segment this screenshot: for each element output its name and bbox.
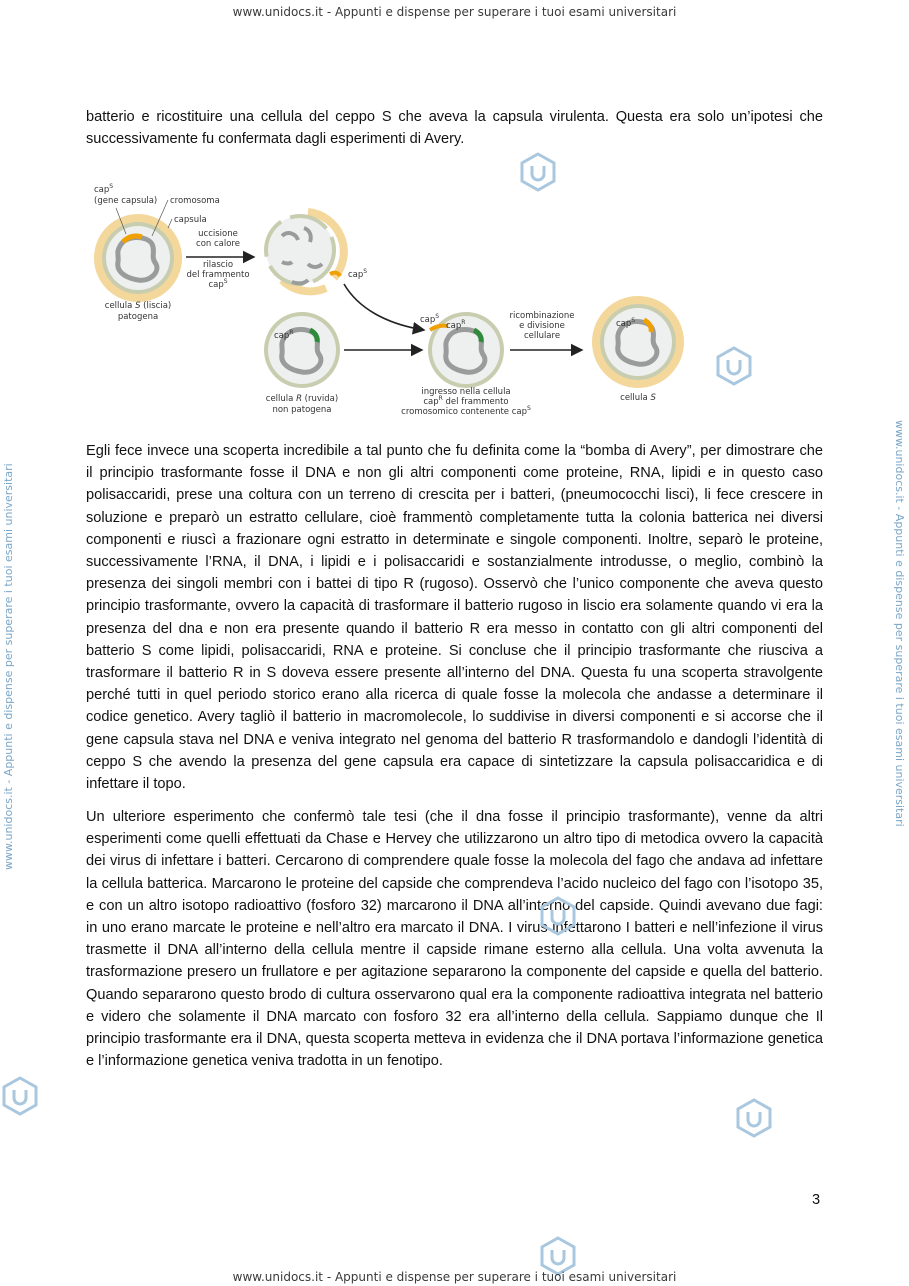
lysed-cell <box>266 212 344 291</box>
cell-r-rough <box>264 312 340 388</box>
label-divisione: e divisione <box>519 321 565 331</box>
label-entry-cap-r: cap$^R$ <box>446 319 466 331</box>
footer-watermark: www.unidocs.it - Appunti e dispense per superare i tuoi esami universitari <box>232 1270 677 1284</box>
label-final-cap-s: cap$^S$ <box>616 317 636 329</box>
transformation-figure <box>86 178 746 424</box>
unidocs-logo-icon <box>0 1076 40 1116</box>
label-capsula: capsula <box>174 215 207 225</box>
label-ricombinazione: ricombinazione <box>509 311 575 321</box>
label-con-calore: con calore <box>196 239 240 249</box>
label-released-cap: cap$^S$ <box>348 268 368 280</box>
left-side-watermark: www.unidocs.it - Appunti e dispense per superare i tuoi esami universitari <box>2 463 15 870</box>
label-ingresso: ingresso nella cellula <box>421 387 511 397</box>
label-cromosoma: cromosoma <box>170 196 220 206</box>
label-rilascio: rilascio <box>202 260 234 270</box>
paragraph-avery: Egli fece invece una scoperta incredibile a tal punto che fu definita come la “bomba di Avery”, per dimostrare che il principio trasformante fosse il DNA e non gli altri componenti come proteine, RNA, lipidi e in questo caso polisaccaridi, prese una coltura con un terreno di crescita per i batteri, (pneumococchi lisci), li fece crescere in soluzione e preparò un estratto cellulare, cioè frammentò completamente tutta la colonia batterica nei diversi componenti e riuscì a frazionare ogni estratto in determinate e singole componenti. Inoltre, separò le proteine, successivamente l’RNA, il DNA, i lipidi e i polisaccaridi e sostanzialmente introdusse, o meglio, combinò la presenza dei singoli membri con i battei di tipo R (rugoso). Osservò che l’unico componente che aveva questo principio trasformante, ovvero la capacità di trasformare il batterio rugoso in liscio era solamente quando vi era la presenza del dna e non era presente quando il batterio R era messo in contatto con gli altri componenti del batterio S come lipidi, polisaccaridi, RNA e proteine. Si concluse che il principio trasformante che riusciva a trasformare il batterio R in S doveva essere presente all’interno del DNA. Questa fu una scoperta stravolgente perché tutti in quel periodo storico erano alla ricerca di quale fosse la molecola che andasse a determinare il codice genetico. Avery tagliò il batterio in macromolecole, lo suddivise in diversi componenti e si accorse che il gene capsula stava nel DNA e veniva integrato nel genoma del batterio R trasformandolo e dandogli l’identità di ceppo S che avendo la presenza del gene capsula era capace di sintetizzare la capsula polisaccaridica e di infettare il topo. <box>86 443 823 793</box>
label-cellula-s: cellula S (liscia) <box>104 301 172 311</box>
cell-s-smooth <box>94 214 182 302</box>
label-del-frammento: del frammento <box>186 270 250 280</box>
label-cellula-s-final: cellula S <box>620 393 656 403</box>
label-cellulare: cellulare <box>523 331 561 341</box>
label-non-patogena: non patogena <box>272 405 332 415</box>
paragraph-intro: batterio e ricostituire una cellula del ceppo S che aveva la capsula virulenta. Questa era solo un’ipotesi che successivamente fu confermata dagli esperimenti di Avery. <box>86 109 823 148</box>
label-ingresso-cap-r: cap$^R$ del frammento <box>423 395 509 407</box>
cell-s-final <box>592 296 684 388</box>
label-patogena: patogena <box>117 312 159 322</box>
cell-entry <box>428 312 504 388</box>
label-cellula-r: cellula R (ruvida) <box>265 394 339 404</box>
page-number: 3 <box>812 1192 821 1208</box>
label-entry-cap-s: cap$^S$ <box>420 313 440 325</box>
label-cap-r: cap$^R$ <box>274 329 294 341</box>
label-rilascio-cap: cap$^S$ <box>208 278 228 290</box>
paragraph-chase-hervey: Un ulteriore esperimento che confermò tale tesi (che il dna fosse il principio trasformante), venne da altri esperimenti come quelli effettuati da Chase e Hervey che utilizzarono un altro tipo di metodica ovvero la capacità dei virus di infettare i batteri. Cercarono di comprendere quale fosse la molecola del fago che andava ad infettare la cellula batterica. Marcarono le proteine del capside che comprendeva l’acido nucleico del fago con l’isotopo 35, e con un altro isotopo radioattivo (fosforo 32) marcarono il DNA all’interno del capside. Quindi avevano due fagi: in uno erano marcate le proteine e nell’altro era marcato il DNA. I virus infettarono I batteri e nell’infezione il virus trasmette il DNA all’interno della cellula mentre il capside rimane esterno alla cellula. Una volta avvenuta la trasformazione presero un frullatore e per agitazione separarono la componente del capside e quella del batterio. Quando separarono questo brodo di cultura osservarono qual era la componente radioattiva integrata nel batterio e videro che solamente il DNA marcato con fosforo 32 era all’interno della cellula. Sappiamo dunque che Il principio trasformante era il DNA, questa scoperta metteva in evidenza che il DNA portava l’informazione genetica e l’informazione genetica veniva tradotta in un fenotipo. <box>86 809 823 1070</box>
label-cromosomico: cromosomico contenente cap$^S$ <box>401 405 531 417</box>
label-cap-s: cap$^S$ <box>94 183 114 195</box>
right-side-watermark: www.unidocs.it - Appunti e dispense per superare i tuoi esami universitari <box>893 420 906 827</box>
unidocs-logo-icon <box>734 1098 774 1138</box>
header-watermark: www.unidocs.it - Appunti e dispense per superare i tuoi esami universitari <box>232 5 677 19</box>
label-gene-capsula: (gene capsula) <box>94 196 158 206</box>
label-uccisione: uccisione <box>198 229 238 239</box>
